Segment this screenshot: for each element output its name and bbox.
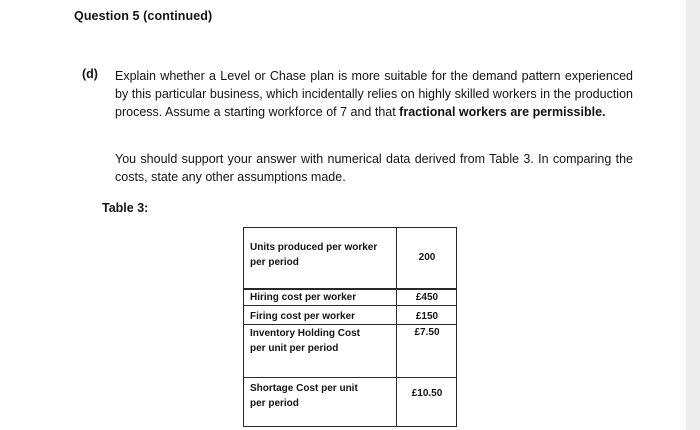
- row-label-shortage-cost: Shortage Cost per unit per period: [250, 383, 358, 409]
- table-row: [244, 228, 456, 290]
- row-label-hiring-cost: Hiring cost per worker: [250, 292, 357, 303]
- part-d-support-note: You should support your answer with numerical data derived from Table 3. In comparing the costs, state any other assumptions made.: [115, 152, 633, 184]
- row-label-units-per-worker: Units produced per worker per period: [250, 242, 378, 268]
- row-value-holding-cost: £7.50: [414, 327, 440, 338]
- part-d-instructions: [115, 67, 633, 121]
- row-value-units-per-worker: 200: [418, 252, 436, 263]
- page-edge: [686, 0, 700, 430]
- row-value-firing-cost: £150: [415, 311, 439, 322]
- row-label-holding-cost: Inventory Holding Cost per unit per period: [250, 328, 360, 354]
- cost-table: [243, 227, 457, 427]
- question-title: Question 5 (continued): [74, 9, 213, 23]
- table-row: [244, 380, 456, 428]
- part-d-label: (d): [82, 67, 98, 81]
- row-label-firing-cost: Firing cost per worker: [250, 311, 356, 322]
- table-row: [244, 325, 456, 378]
- table-row: [244, 289, 456, 306]
- row-value-shortage-cost: £10.50: [411, 388, 443, 399]
- part-d-instructions-text: Explain whether a Level or Chase plan is more suitable for the demand pattern experienced by this particular business, which incidentally relies on highly skilled workers in the production process. Assume a starting workforce of 7 and that: [115, 69, 633, 119]
- part-d-instructions-end: .: [602, 105, 606, 119]
- table-row: [244, 308, 456, 325]
- row-value-hiring-cost: £450: [415, 292, 439, 303]
- table-caption: Table 3:: [102, 201, 149, 215]
- part-d-instructions-bold: fractional workers are permissible: [399, 105, 603, 119]
